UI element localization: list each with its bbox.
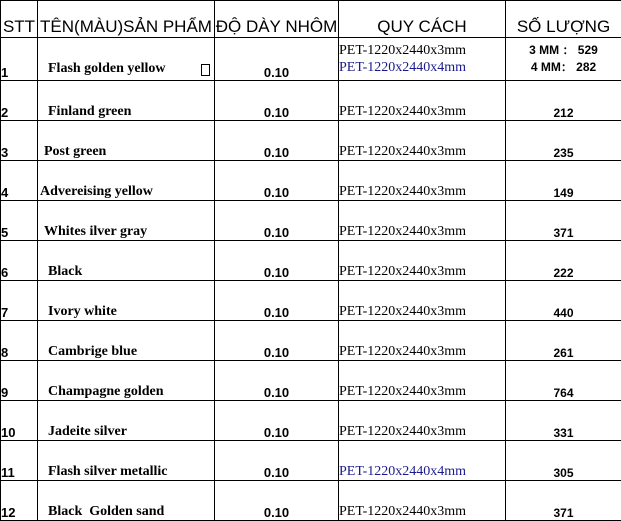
table-row [1,241,621,281]
row-stt: 12 [1,481,38,521]
row-qty: 149 [506,161,621,201]
row-stt: 4 [1,161,38,201]
header-spec: QUY CÁCH [339,1,506,38]
row-name: Whites ilver gray [38,201,215,241]
row-name: Black Golden sand [38,481,215,521]
row-qty: 222 [506,241,621,281]
table-row [1,321,621,361]
row-spec: PET-1220x2440x3mm [339,241,506,281]
row-spec: PET-1220x2440x4mm [339,441,506,481]
row-stt: 6 [1,241,38,281]
row-qty: 331 [506,401,621,441]
row-name: Black [38,241,215,281]
table-row [1,281,621,321]
row-thickness: 0.10 [215,81,339,121]
table-row [1,201,621,241]
checkbox-icon [201,64,210,76]
table-row [1,161,621,201]
header-stt: STT [1,1,38,38]
row-qty: 371 [506,481,621,521]
row-spec: PET-1220x2440x3mm [339,201,506,241]
row-thickness: 0.10 [215,281,339,321]
row-spec: PET-1220x2440x3mm [339,121,506,161]
header-qty: SỐ LƯỢNG [506,1,621,38]
row-qty-4mm: 4 MM： 282 [506,59,621,76]
row-name: Cambrige blue [38,321,215,361]
table-row [1,441,621,481]
row-stt: 7 [1,281,38,321]
row-spec-3mm: PET-1220x2440x3mm [339,42,505,59]
row-name: Jadeite silver [38,401,215,441]
row-qty: 764 [506,361,621,401]
row-spec: PET-1220x2440x3mm [339,401,506,441]
row-qty: 305 [506,441,621,481]
row-name-text: Flash golden yellow [38,61,165,76]
table-row [1,81,621,121]
row-thickness: 0.10 [215,121,339,161]
row-stt: 8 [1,321,38,361]
row-qty: 440 [506,281,621,321]
row-name [38,38,215,81]
row-spec [339,38,506,81]
row-stt: 3 [1,121,38,161]
row-spec: PET-1220x2440x3mm [339,321,506,361]
header-row [1,1,621,38]
row-spec: PET-1220x2440x3mm [339,361,506,401]
row-thickness: 0.10 [215,241,339,281]
row-stt: 9 [1,361,38,401]
row-name: Advereising yellow [38,161,215,201]
row-stt: 5 [1,201,38,241]
row-thickness: 0.10 [215,161,339,201]
row-name: Ivory white [38,281,215,321]
row-thickness: 0.10 [215,481,339,521]
row-name: Champagne golden [38,361,215,401]
row-thickness: 0.10 [215,361,339,401]
header-thickness: ĐỘ DÀY NHÔM [215,1,339,38]
row-stt: 1 [1,38,38,81]
row-thickness: 0.10 [215,441,339,481]
row-name: Post green [38,121,215,161]
row-name: Flash silver metallic [38,441,215,481]
row-qty: 371 [506,201,621,241]
row-qty: 261 [506,321,621,361]
row-spec: PET-1220x2440x3mm [339,161,506,201]
table-row [1,361,621,401]
row-stt: 11 [1,441,38,481]
row-thickness: 0.10 [215,38,339,81]
table-row [1,121,621,161]
table-row [1,38,621,81]
row-qty: 212 [506,81,621,121]
table-row [1,481,621,521]
row-qty [506,38,621,81]
row-qty: 235 [506,121,621,161]
row-stt: 2 [1,81,38,121]
row-spec: PET-1220x2440x3mm [339,481,506,521]
row-spec: PET-1220x2440x3mm [339,281,506,321]
row-thickness: 0.10 [215,321,339,361]
table-row [1,401,621,441]
row-thickness: 0.10 [215,401,339,441]
row-name: Finland green [38,81,215,121]
row-stt: 10 [1,401,38,441]
row-spec-4mm: PET-1220x2440x4mm [339,59,505,76]
row-thickness: 0.10 [215,201,339,241]
row-qty-3mm: 3 MM ： 529 [506,42,621,59]
header-name: TÊN(MÀU)SẢN PHẨM [38,1,215,38]
row-spec: PET-1220x2440x3mm [339,81,506,121]
